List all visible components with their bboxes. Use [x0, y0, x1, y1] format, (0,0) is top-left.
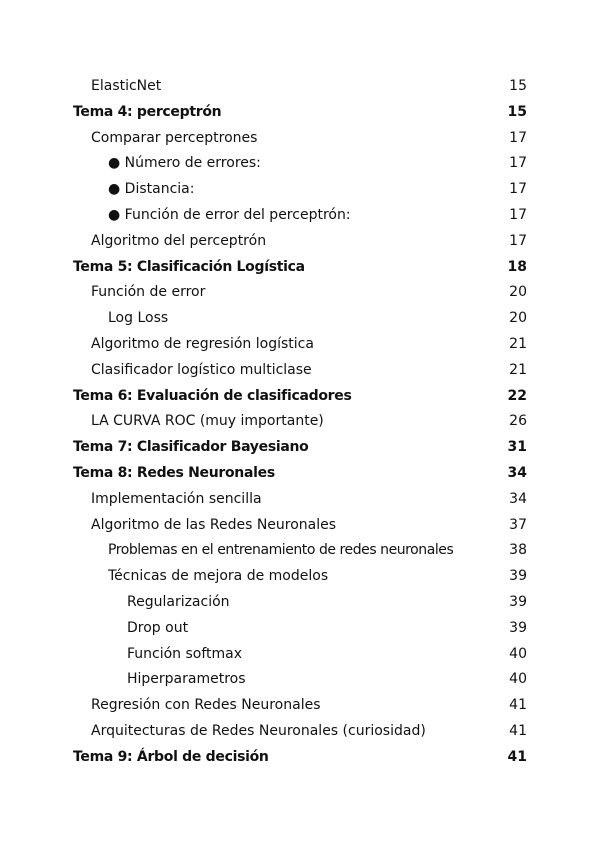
toc-entry-title: Clasificador logístico multiclase — [91, 361, 312, 378]
toc-entry-title: ElasticNet — [91, 78, 162, 94]
toc-entry[interactable] — [0, 409, 600, 435]
toc-entry-page: 41 — [509, 697, 527, 714]
toc-entry-page: 39 — [509, 619, 527, 636]
toc-entry-title: Tema 9: Árbol de decisión — [73, 748, 269, 765]
toc-entry-page: 40 — [509, 671, 527, 688]
toc-entry-title: Tema 6: Evaluación de clasificadores — [73, 387, 352, 404]
toc-entry-page: 17 — [509, 155, 527, 172]
toc-entry[interactable] — [0, 151, 600, 177]
toc-entry-page: 20 — [509, 284, 527, 301]
toc-entry-page: 40 — [509, 645, 527, 662]
toc-entry-title: Log Loss — [108, 310, 169, 327]
toc-entry[interactable] — [0, 513, 600, 539]
toc-entry[interactable] — [0, 642, 600, 668]
toc-entry-title: Función softmax — [127, 645, 243, 662]
toc-chapter-heading[interactable] — [0, 100, 600, 126]
toc-entry[interactable] — [0, 564, 600, 590]
toc-entry-title: Implementación sencilla — [91, 490, 262, 507]
toc-entry[interactable] — [0, 332, 600, 358]
toc-entry-title: Hiperparametros — [127, 671, 246, 688]
toc-entry-title: Técnicas de mejora de modelos — [108, 568, 329, 585]
toc-entry-page: 34 — [507, 464, 527, 481]
toc-chapter-heading[interactable] — [0, 255, 600, 281]
toc-chapter-heading[interactable] — [0, 745, 600, 771]
toc-entry-title: Algoritmo de las Redes Neuronales — [91, 516, 337, 533]
toc-entry[interactable] — [0, 74, 600, 100]
toc-entry-title: ● Número de errores: — [108, 155, 261, 172]
toc-entry-page: 18 — [507, 258, 527, 275]
toc-entry-title: Tema 7: Clasificador Bayesiano — [73, 439, 309, 456]
toc-entry[interactable] — [0, 177, 600, 203]
toc-entry-title: Regularización — [127, 593, 230, 610]
toc-entry-title: Tema 5: Clasificación Logística — [73, 258, 305, 275]
toc-entry-page: 20 — [509, 310, 527, 327]
toc-entry-title: Tema 4: perceptrón — [73, 103, 222, 120]
toc-entry[interactable] — [0, 306, 600, 332]
toc-entry-title: Comparar perceptrones — [91, 129, 258, 146]
toc-entry-title: LA CURVA ROC (muy importante) — [91, 413, 324, 430]
toc-chapter-heading[interactable] — [0, 435, 600, 461]
toc-entry-title: Función de error — [91, 284, 206, 301]
toc-entry-page: 41 — [507, 748, 527, 765]
toc-entry-page: 38 — [509, 542, 527, 559]
toc-entry-page: 39 — [509, 593, 527, 610]
toc-entry[interactable] — [0, 487, 600, 513]
toc-entry-page: 26 — [509, 413, 527, 430]
toc-entry-page: 15 — [507, 103, 527, 120]
toc-entry-page: 31 — [507, 439, 527, 456]
toc-chapter-heading[interactable] — [0, 384, 600, 410]
toc-entry[interactable] — [0, 693, 600, 719]
toc-entry[interactable] — [0, 280, 600, 306]
toc-entry-page: 34 — [509, 490, 527, 507]
toc-entry[interactable] — [0, 203, 600, 229]
toc-entry-title: Algoritmo del perceptrón — [91, 232, 267, 249]
toc-entry[interactable] — [0, 590, 600, 616]
toc-entry-title: ● Función de error del perceptrón: — [108, 206, 351, 223]
toc-entry-title: Drop out — [127, 619, 189, 636]
toc-entry-title: ● Distancia: — [108, 181, 195, 198]
toc-entry-page: 21 — [509, 335, 527, 352]
toc-entry-title: Tema 8: Redes Neuronales — [73, 464, 275, 481]
toc-entry-title: Algoritmo de regresión logística — [91, 335, 314, 352]
toc-entry[interactable] — [0, 229, 600, 255]
toc-entry-page: 22 — [507, 387, 527, 404]
toc-entry-page: 17 — [509, 232, 527, 249]
toc-entry[interactable] — [0, 538, 600, 564]
table-of-contents — [0, 74, 600, 771]
toc-entry[interactable] — [0, 358, 600, 384]
toc-entry-page: 17 — [509, 181, 527, 198]
toc-entry-page: 17 — [509, 129, 527, 146]
toc-entry-title: Problemas en el entrenamiento de redes neuronales — [108, 542, 454, 559]
toc-entry-page: 39 — [509, 568, 527, 585]
toc-entry-title: Arquitecturas de Redes Neuronales (curiosidad) — [91, 722, 426, 739]
toc-entry-page: 17 — [509, 206, 527, 223]
toc-chapter-heading[interactable] — [0, 461, 600, 487]
toc-entry[interactable] — [0, 719, 600, 745]
toc-entry-page: 37 — [509, 516, 527, 533]
toc-entry[interactable] — [0, 667, 600, 693]
toc-entry[interactable] — [0, 616, 600, 642]
toc-entry[interactable] — [0, 126, 600, 152]
toc-entry-page: 41 — [509, 722, 527, 739]
toc-entry-title: Regresión con Redes Neuronales — [91, 697, 321, 714]
toc-entry-page: 21 — [509, 361, 527, 378]
toc-entry-page: 15 — [509, 78, 527, 94]
